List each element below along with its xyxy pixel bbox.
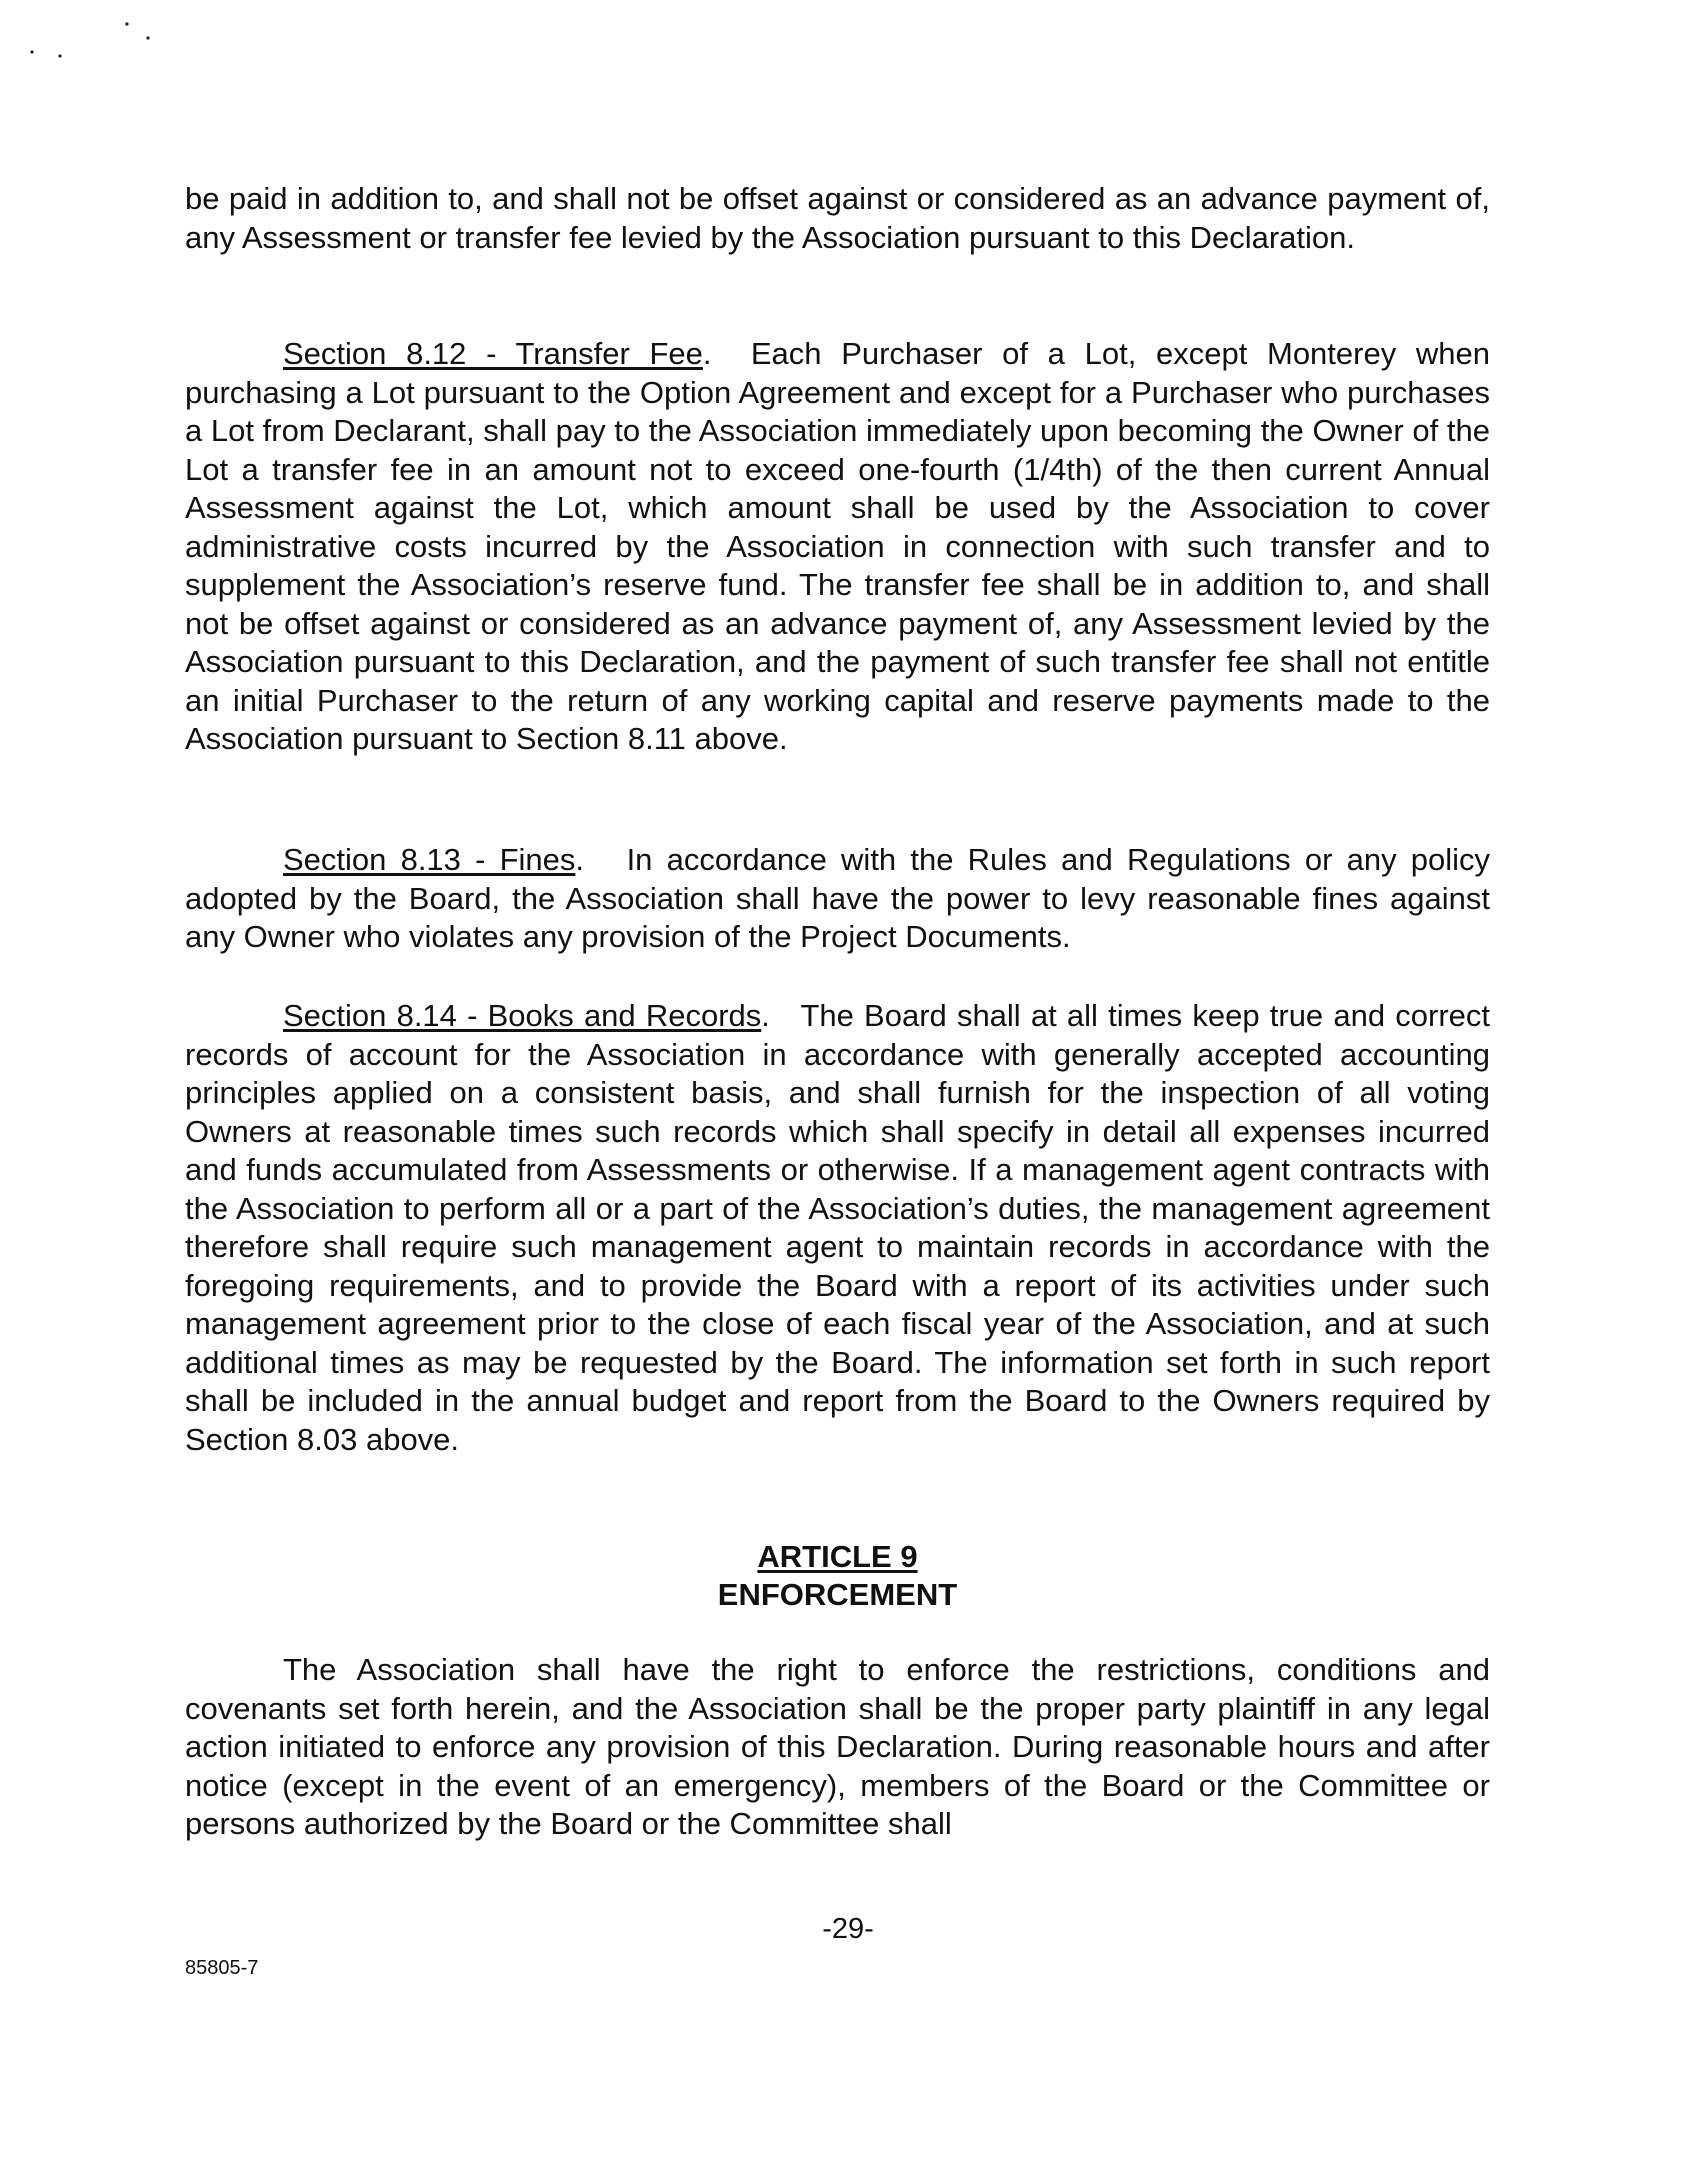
section-8-12-paragraph: Section 8.12 - Transfer Fee. Each Purchaser of a Lot, except Monterey when purchasing a Lot pursuant to the Option Agreement and except for a Purchaser who purchases a Lot from Declarant, shall pay to the Association immediately upon becoming the Owner of the Lot a transfer fee in an amount not to exceed one-fourth (1/4th) of the then current Annual Assessment against the Lot, which amount shall be used by the Association to cover administrative costs incurred by the Association in connection with such transfer and to supplement the Association’s reserve fund. The transfer fee shall be in addition to, and shall not be offset against or considered as an advance payment of, any Assessment levied by the Association pursuant to this Declaration, and the payment of such transfer fee shall not entitle an initial Purchaser to the return of any working capital and reserve payments made to the Association pursuant to Section 8.11 above.	[185, 336, 1490, 756]
continuation-paragraph	[185, 180, 1490, 257]
section-8-12-title: Section 8.12 - Transfer Fee	[283, 336, 703, 371]
section-8-13-paragraph: Section 8.13 - Fines. In accordance with the Rules and Regulations or any policy adopted by the Board, the Association shall have the power to levy reasonable fines against any Owner who violates any provision of the Project Documents.	[185, 842, 1491, 954]
document-id: 85805-7	[185, 1957, 259, 1979]
section-8-13-title: Section 8.13 - Fines	[283, 842, 576, 877]
section-8-12-body: Each Purchaser of a Lot, except Monterey when purchasing a Lot pursuant to the Option Agreement and except for a Purchaser who purchases a Lot from Declarant, shall pay to the Association immediately upon becoming the Owner of the Lot a transfer fee in an amount not to exceed one-fourth (1/4th) of the then current Annual Assessment against the Lot, which amount shall be used by the Association to cover administrative costs incurred by the Association in connection with such transfer and to supplement the Association’s reserve fund. The transfer fee shall be in addition to, and shall not be offset against or considered as an advance payment of, any Assessment levied by the Association pursuant to this Declaration, and the payment of such transfer fee shall not entitle an initial Purchaser to the return of any working capital and reserve payments made to the Association pursuant to Section 8.11 above.	[185, 336, 1490, 756]
section-8-14-paragraph: Section 8.14 - Books and Records. The Board shall at all times keep true and correct records of account for the Association in accordance with generally accepted accounting principles applied on a consistent basis, and shall furnish for the inspection of all voting Owners at reasonable times such records which shall specify in detail all expenses incurred and funds accumulated from Assessments or otherwise. If a management agent contracts with the Association to perform all or a part of the Association’s duties, the management agreement therefore shall require such management agent to maintain records in accordance with the foregoing requirements, and to provide the Board with a report of its activities under such management agreement prior to the close of each fiscal year of the Association, and at such additional times as may be requested by the Board. The information set forth in such report shall be included in the annual budget and report from the Board to the Owners required by Section 8.03 above.	[185, 998, 1490, 1457]
page-number: -29-	[822, 1913, 874, 1945]
section-8-14-body: The Board shall at all times keep true and correct records of account for the Association in accordance with generally accepted accounting principles applied on a consistent basis, and shall furnish for the inspection of all voting Owners at reasonable times such records which shall specify in detail all expenses incurred and funds accumulated from Assessments or otherwise. If a management agent contracts with the Association to perform all or a part of the Association’s duties, the management agreement therefore shall require such management agent to maintain records in accordance with the foregoing requirements, and to provide the Board with a report of its activities under such management agreement prior to the close of each fiscal year of the Association, and at such additional times as may be requested by the Board. The information set forth in such report shall be included in the annual budget and report from the Board to the Owners required by Section 8.03 above.	[185, 998, 1490, 1457]
continuation-text: be paid in addition to, and shall not be offset against or considered as an advance payment of, any Assessment or transfer fee levied by the Association pursuant to this Declaration.	[185, 181, 1490, 255]
section-8-14-title: Section 8.14 - Books and Records	[283, 998, 762, 1033]
article-heading	[185, 1538, 1490, 1614]
article-number: ARTICLE 9	[757, 1539, 918, 1574]
article-9-paragraph	[185, 1651, 1490, 1844]
section-8-13-body: In accordance with the Rules and Regulations or any policy adopted by the Board, the Association shall have the power to levy reasonable fines against any Owner who violates any provision of the Project Documents.	[185, 842, 1491, 954]
article-title: ENFORCEMENT	[717, 1577, 958, 1612]
scan-specks	[20, 20, 180, 70]
article-9-body: The Association shall have the right to enforce the restrictions, conditions and covenants set forth herein, and the Association shall be the proper party plaintiff in any legal action initiated to enforce any provision of this Declaration. During reasonable hours and after notice (except in the event of an emergency), members of the Board or the Committee or persons authorized by the Board or the Committee shall	[185, 1652, 1490, 1841]
